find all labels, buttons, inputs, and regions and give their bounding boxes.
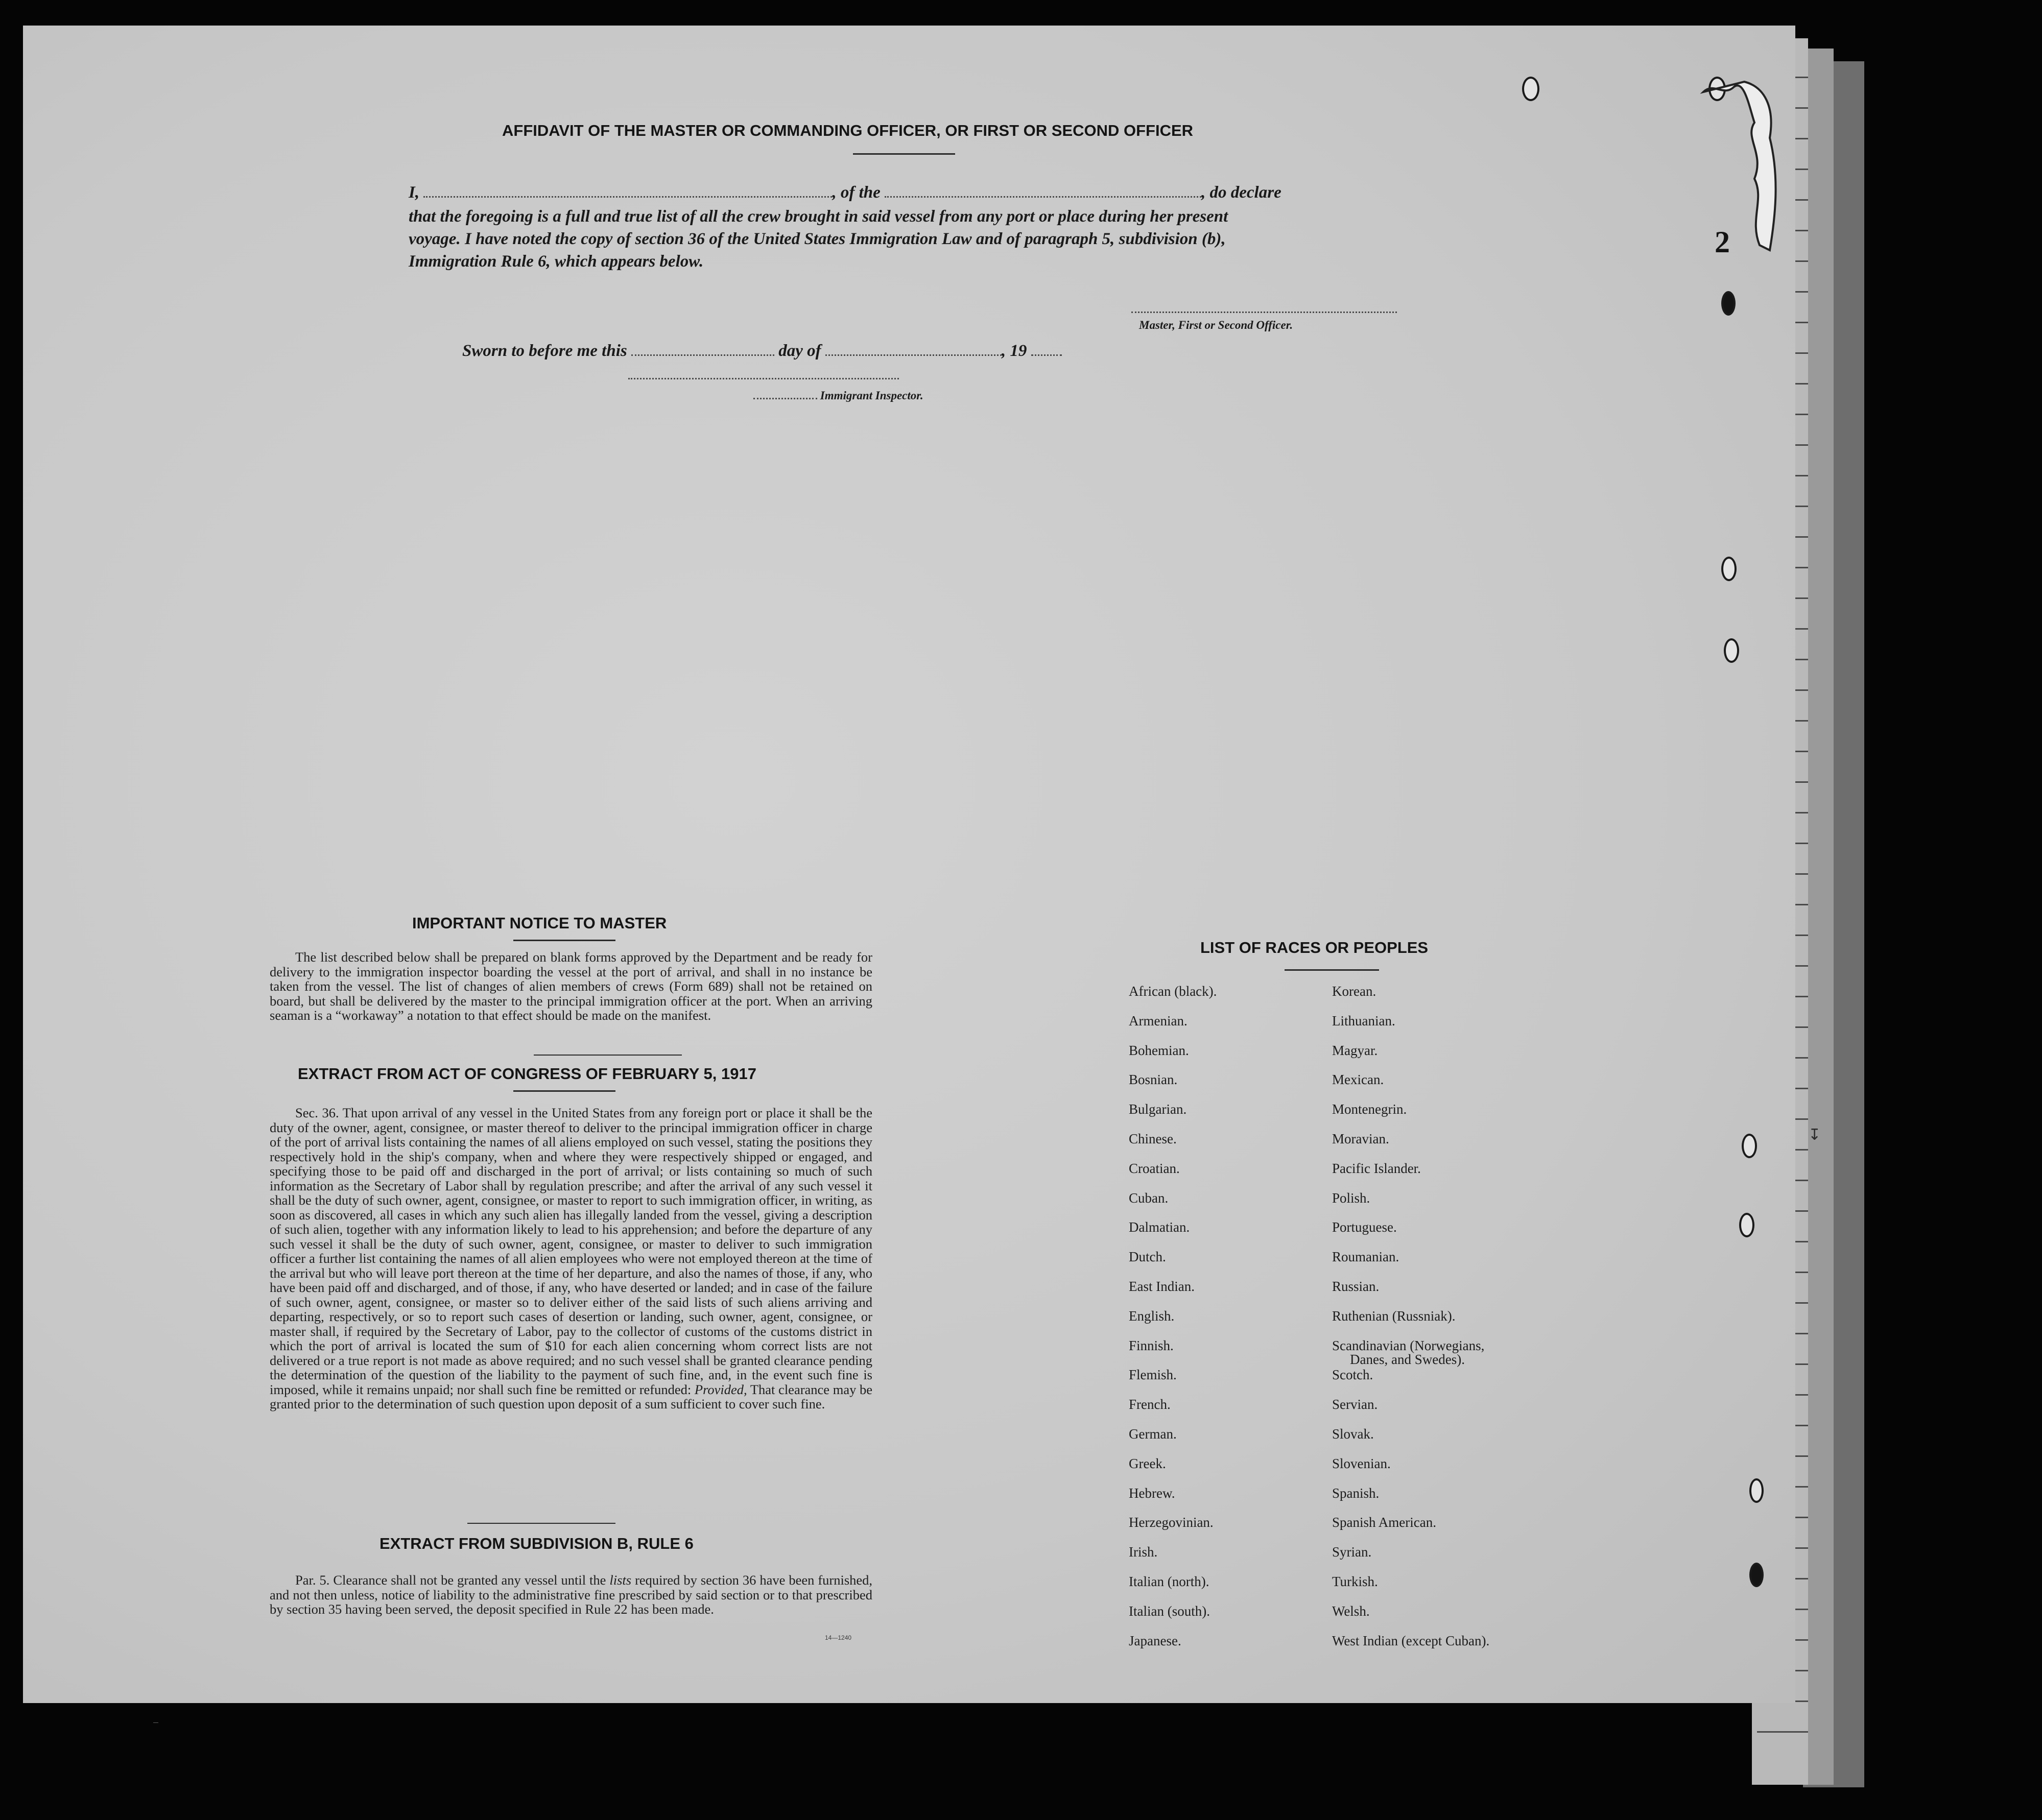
race-item: French. (1129, 1397, 1171, 1412)
inspector-blank (753, 398, 817, 399)
sworn-year-blank (1031, 354, 1062, 356)
race-item: Bohemian. (1129, 1042, 1189, 1058)
race-item: German. (1129, 1426, 1177, 1442)
declare-text-line: voyage. I have noted the copy of section 36 of the United States Immigration Law and of paragraph 5, subdivision (b), (409, 230, 1226, 248)
race-item: Scotch. (1332, 1367, 1373, 1383)
race-item: Chinese. (1129, 1131, 1177, 1146)
declare-text-line: that the foregoing is a full and true list of all the crew brought in said vessel from any port or place during her present (409, 207, 1228, 226)
declare-prefix: I, (409, 183, 420, 202)
race-item: Welsh. (1332, 1603, 1370, 1619)
par-label: Par. 5. (295, 1572, 330, 1588)
bottom-code-mark: — (153, 1720, 158, 1726)
declare-text-line: Immigration Rule 6, which appears below. (409, 252, 704, 271)
declare-mid: , of the (832, 183, 881, 202)
race-item: Spanish. (1332, 1485, 1380, 1501)
race-item: Armenian. (1129, 1013, 1188, 1028)
page-number: 2 (1715, 225, 1730, 259)
sec-label: Sec. 36. (295, 1105, 339, 1120)
race-item: Dutch. (1129, 1249, 1166, 1265)
race-item: Herzegovinian. (1129, 1515, 1214, 1530)
race-item: Irish. (1129, 1544, 1158, 1560)
race-item: Montenegrin. (1332, 1101, 1407, 1117)
lists-word: lists (609, 1572, 632, 1588)
punch-hole (1739, 1213, 1754, 1237)
punch-hole (1749, 1563, 1764, 1587)
sworn-year-label: , 19 (1001, 342, 1027, 360)
race-item: Spanish American. (1332, 1515, 1436, 1530)
race-item: Mexican. (1332, 1072, 1384, 1088)
signature-blank (1131, 312, 1397, 313)
race-item: African (black). (1129, 984, 1217, 999)
race-item: Syrian. (1332, 1544, 1372, 1560)
heading-rule (513, 940, 615, 941)
race-item: Portuguese. (1332, 1219, 1397, 1235)
sworn-line (462, 340, 1126, 362)
inspector-label: Immigrant Inspector. (820, 389, 923, 402)
section-rule (534, 1055, 682, 1056)
form-code: 14—1240 (825, 1634, 852, 1641)
race-item-continuation: Danes, and Swedes). (1350, 1352, 1465, 1367)
inspector-line (753, 388, 923, 403)
race-item: Japanese. (1129, 1633, 1181, 1648)
declare-line (409, 181, 1399, 204)
race-item: Lithuanian. (1332, 1013, 1395, 1028)
notice-paragraph (270, 950, 872, 1023)
sworn-prefix: Sworn to before me this (462, 342, 627, 360)
ledger-line (1757, 1731, 1808, 1733)
punch-hole (1749, 1478, 1764, 1503)
race-item: Bulgarian. (1129, 1101, 1187, 1117)
race-item: Cuban. (1129, 1190, 1169, 1206)
race-item: Slovak. (1332, 1426, 1374, 1442)
heading-rule (853, 153, 955, 155)
act-heading: EXTRACT FROM ACT OF CONGRESS OF FEBRUARY 5, 1917 (298, 1065, 756, 1083)
race-item: Bosnian. (1129, 1072, 1178, 1088)
declare-suffix: , do declare (1201, 183, 1281, 202)
punch-hole (1721, 557, 1737, 581)
race-item: Greek. (1129, 1455, 1166, 1471)
act-paragraph (270, 1106, 872, 1411)
punch-hole (1724, 638, 1739, 663)
race-item: Finnish. (1129, 1337, 1174, 1353)
punch-hole (1721, 291, 1736, 316)
notice-body: The list described below shall be prepared on blank forms approved by the Department and be ready for delivery to the immigration inspector boarding the vessel at the port of arrival, and shall in no instance be taken from the vessel. The list of changes of alien members of crews (Form 689) shall not be retained on board, but shall be delivered by the master to the principal immigration officer at the port. When an arriving seaman is a “workaway” a notation to that effect should be made on the manifest. (270, 949, 872, 1023)
document-page (23, 26, 1821, 1703)
race-item: Italian (south). (1129, 1603, 1210, 1619)
affidavit-heading: AFFIDAVIT OF THE MASTER OR COMMANDING OFFICER, OR FIRST OR SECOND OFFICER (502, 122, 1194, 139)
punch-hole (1742, 1134, 1757, 1158)
race-item: Croatian. (1129, 1160, 1180, 1176)
race-item: Korean. (1332, 984, 1376, 999)
race-item: Turkish. (1332, 1574, 1378, 1589)
race-item: Dalmatian. (1129, 1219, 1190, 1235)
rule6-paragraph (270, 1573, 872, 1617)
sworn-day-blank (631, 354, 774, 356)
race-item: West Indian (except Cuban). (1332, 1633, 1490, 1648)
race-item: Pacific Islander. (1332, 1160, 1421, 1176)
rule6-heading: EXTRACT FROM SUBDIVISION B, RULE 6 (379, 1535, 694, 1552)
race-item: Magyar. (1332, 1042, 1378, 1058)
notice-heading: IMPORTANT NOTICE TO MASTER (412, 914, 667, 932)
races-heading: LIST OF RACES OR PEOPLES (1200, 939, 1429, 956)
race-item: Scandinavian (Norwegians, (1332, 1337, 1485, 1353)
race-item: Ruthenian (Russniak). (1332, 1308, 1456, 1324)
provided-text: That clearance may be granted prior to the determination of such question upon deposit of a sum sufficient to cover such fine. (270, 1381, 872, 1411)
rule6-body-b: required by section 36 have been furnished, and not then unless, notice of liability to the administrative fine prescribed by said section or to that prescribed by section 35 having been served, the deposit specified in Rule 22 has been made. (270, 1572, 873, 1617)
rule6-body-a: Clearance shall not be granted any vessel until the (333, 1572, 606, 1588)
race-item: Italian (north). (1129, 1574, 1209, 1589)
race-item: Russian. (1332, 1279, 1380, 1294)
race-item: East Indian. (1129, 1279, 1195, 1294)
punch-hole (1522, 77, 1539, 101)
race-item: Hebrew. (1129, 1485, 1175, 1501)
declare-text (409, 205, 1420, 273)
act-body: That upon arrival of any vessel in the United States from any foreign port or place it shall be the duty of the owner, agent, consignee, or master thereof to deliver to the principal immigration officer in charge of the port of arrival lists containing the names of all aliens employed on such vessel, stating the positions they respectively hold in the ship's company, when and where they were respectively shipped or engaged, and specifying those to be paid off and discharged in the port of arrival; or lists containing so much of such information as the Secretary of Labor shall by regulation prescribe; and after the arrival of any such vessel it shall be the duty of such owner, agent, consignee, or master to report to such immigration officer, in writing, as soon as discovered, all cases in which any such alien has illegally landed from the vessel, giving a description of such alien, together with any information likely to lead to his apprehension; and before the departure of any such vessel it shall be the duty of such owner, agent, consignee, or master to deliver to such immigration officer a further list containing the names of all alien employees who were not employed thereon at the time of the arrival but who will leave port thereon at the time of her departure, and also the names of those, if any, who have been paid off and discharged, and of those, if any, who have deserted or landed; and in case of the failure of such owner, agent, consignee, or master so to deliver either of the said lists of such aliens arriving and departing, respectively, or so to report such cases of desertion or landing, such owner, agent, consignee, or master shall, if required by the Secretary of Labor, pay to the collector of customs of the customs district in which the port of arrival is located the sum of $10 for each alien concerning whom correct lists are not delivered or a true report is not made as above required; and no such vessel shall be granted clearance pending the determination of the question of the liability to the payment of such fine, and, in the event such fine is imposed, while it remains unpaid; nor shall such fine be remitted or refunded: (270, 1105, 872, 1397)
sworn-month-blank (825, 354, 1002, 356)
race-item: Roumanian. (1332, 1249, 1399, 1265)
race-item: Slovenian. (1332, 1455, 1391, 1471)
section-rule (467, 1523, 615, 1524)
race-item: Polish. (1332, 1190, 1370, 1206)
race-item: English. (1129, 1308, 1175, 1324)
heading-rule (1285, 969, 1379, 971)
vessel-blank (885, 196, 1201, 198)
officer-label: Master, First or Second Officer. (1139, 319, 1293, 331)
provided-label: Provided, (694, 1381, 747, 1397)
race-item: Moravian. (1332, 1131, 1389, 1146)
inspector-signature-blank (628, 378, 899, 379)
sworn-day-label: day of (778, 342, 821, 360)
race-item: Servian. (1332, 1397, 1378, 1412)
torn-corner (1693, 77, 1785, 260)
name-blank (423, 196, 832, 198)
heading-rule (513, 1090, 615, 1092)
race-item: Flemish. (1129, 1367, 1177, 1383)
pencil-mark: ↧ (1808, 1126, 1821, 1144)
